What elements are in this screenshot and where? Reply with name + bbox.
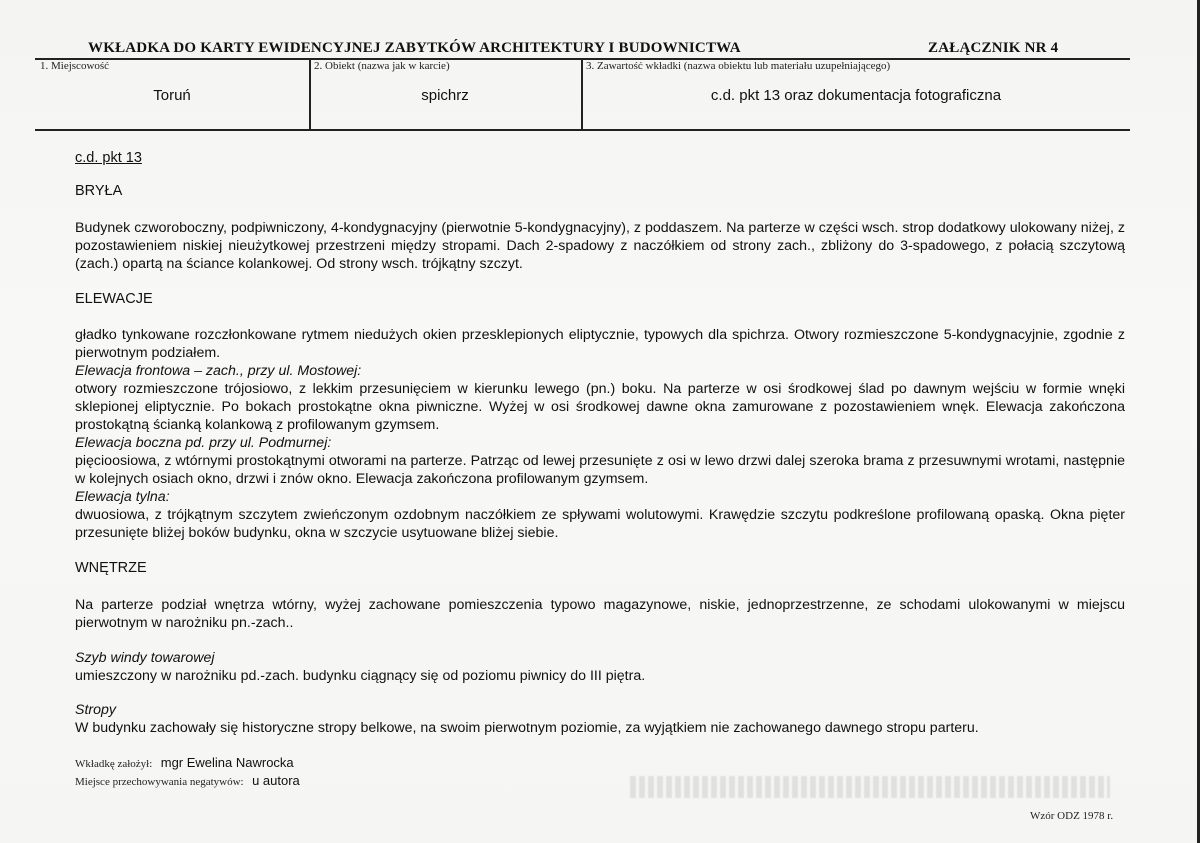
- elevator-shaft-text: umieszczony w narożniku pd.-zach. budynku ciągnący się od poziomu piwnicy do III piętra.: [75, 668, 646, 684]
- negatives-label: Miejsce przechowywania negatywów:: [75, 776, 244, 788]
- bleed-through-print: [630, 776, 1110, 798]
- author-label: Wkładkę założył:: [75, 758, 153, 770]
- header-bottom-rule: [35, 129, 1130, 131]
- form-template-mark: Wzór ODZ 1978 r.: [1030, 810, 1114, 822]
- author-value: mgr Ewelina Nawrocka: [160, 755, 294, 770]
- bryla-text: Budynek czworoboczny, podpiwniczony, 4-kondygnacyjny (pierwotnie 5-kondygnacyjny), z poddaszem. Na parterze w części wsch. strop dodatkowy ulokowany niżej, z pozostawieniem niskiej nieużytkowej przestrzeni między stropami. Dach 2-spadowy z naczółkiem od strony zach., zbliżony do 3-spadowego, z połacią szczytową (zach.) opartą na ściance kolankowej. Od strony wsch. trójkątny szczyt.: [75, 220, 1125, 272]
- negatives-value: u autora: [252, 773, 300, 788]
- elevator-shaft-heading: Szyb windy towarowej: [75, 650, 215, 666]
- section-heading-bryla: BRYŁA: [75, 183, 123, 199]
- wnetrze-text: Na parterze podział wnętrza wtórny, wyżej zachowane pomieszczenia typowo magazynowe, niskie, jednoprzestrzenne, ze schodami ulokowanymi w miejscu pierwotnym w narożniku pn.-zach..: [75, 597, 1125, 631]
- column-divider-2: [581, 58, 583, 130]
- negatives-line: [75, 772, 300, 790]
- locality-label: 1. Miejscowość: [40, 60, 110, 72]
- object-label: 2. Obiekt (nazwa jak w karcie): [314, 60, 450, 72]
- author-line: [75, 754, 294, 772]
- insert-content-value: c.d. pkt 13 oraz dokumentacja fotograficzna: [710, 87, 1002, 104]
- continuation-heading: c.d. pkt 13: [75, 150, 142, 166]
- insert-content-label: 3. Zawartość wkładki (nazwa obiektu lub materiału uzupełniającego): [586, 60, 891, 72]
- header-top-rule: [35, 58, 1130, 60]
- object-value: spichrz: [421, 87, 469, 104]
- ceilings-heading: Stropy: [75, 702, 117, 718]
- rear-elevation-text: dwuosiowa, z trójkątnym szczytem zwieńczonym ozdobnym naczółkiem ze spływami wolutowymi. Krawędzie szczytu podkreślone profilowaną opaską. Okna pięter przesunięte bliżej boków budynku, okna w szczycie usytuowane bliżej siebie.: [75, 507, 1125, 541]
- attachment-number: ZAŁĄCZNIK NR 4: [928, 40, 1059, 56]
- front-elevation-heading: Elewacja frontowa – zach., przy ul. Mostowej:: [75, 363, 362, 379]
- elewacje-intro: gładko tynkowane rozczłonkowane rytmem niedużych okien przesklepionych eliptycznie, typowych dla spichrza. Otwory rozmieszczone 5-kondygnacyjnie, zgodnie z pierwotnym podziałem.: [75, 327, 1125, 361]
- section-heading-wnetrze: WNĘTRZE: [75, 560, 147, 576]
- side-elevation-heading: Elewacja boczna pd. przy ul. Podmurnej:: [75, 435, 332, 451]
- section-heading-elewacje: ELEWACJE: [75, 291, 153, 307]
- rear-elevation-heading: Elewacja tylna:: [75, 489, 170, 505]
- side-elevation-text: pięcioosiowa, z wtórnymi prostokątnymi otworami na parterze. Patrząc od lewej przesunięte z osi w lewo drzwi dalej szeroka brama z przesuwnymi wrotami, następnie w kolejnych osiach okno, drzwi i znów okno. Elewacja zakończona profilowanym gzymsem.: [75, 453, 1125, 487]
- locality-value: Toruń: [153, 87, 191, 104]
- ceilings-text: W budynku zachowały się historyczne stropy belkowe, na swoim pierwotnym poziomie, za wyjątkiem nie zachowanego dawnego stropu parteru.: [75, 720, 979, 736]
- front-elevation-text: otwory rozmieszczone trójosiowo, z lekkim przesunięciem w kierunku lewego (pn.) boku. Na parterze w osi środkowej ślad po dawnym wejściu w formie wnęki sklepionej eliptycznie. Po bokach prostokątne okna piwniczne. Wyżej w osi środkowej dawne okna zamurowane z pozostawieniem wnęk. Elewacja zakończona prostokątną ścianką kolankową z profilowanym gzymsem.: [75, 381, 1125, 433]
- form-title: WKŁADKA DO KARTY EWIDENCYJNEJ ZABYTKÓW ARCHITEKTURY I BUDOWNICTWA: [88, 40, 741, 56]
- column-divider-1: [309, 58, 311, 130]
